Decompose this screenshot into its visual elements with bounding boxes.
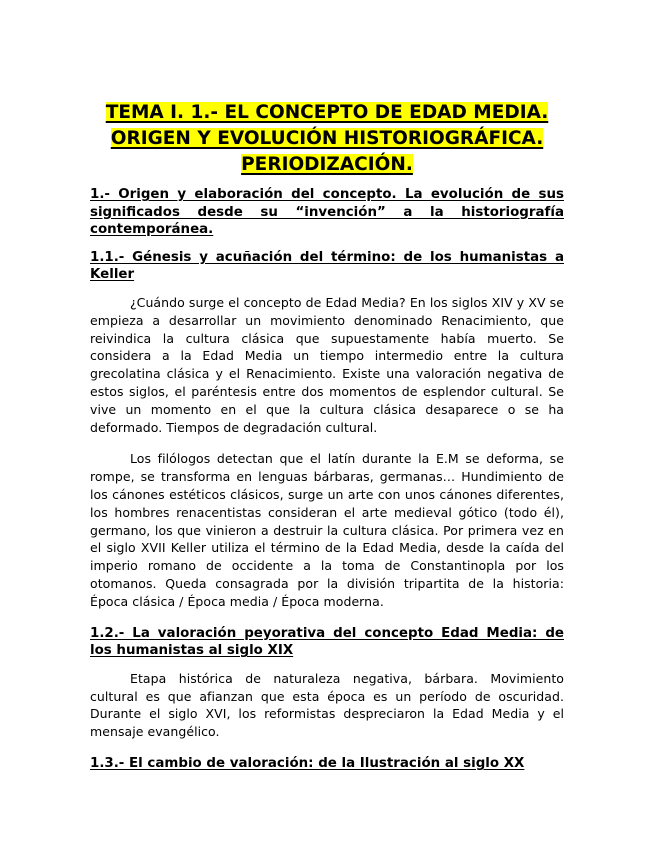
section-1-2-heading: 1.2.- La valoración peyorativa del concepto Edad Media: de los humanistas al siglo XIX [90, 625, 564, 659]
document-title [90, 100, 564, 178]
title-line-1: TEMA I. 1.- EL CONCEPTO DE EDAD MEDIA. [105, 102, 549, 123]
section-1-1-heading: 1.1.- Génesis y acuñación del término: de los humanistas a Keller [90, 249, 564, 283]
title-line-2: ORIGEN Y EVOLUCIÓN HISTORIOGRÁFICA. [110, 128, 544, 149]
section-1-2-paragraph-1: Etapa histórica de naturaleza negativa, bárbara. Movimiento cultural es que afianzan que esta época es un período de oscuridad. Durante el siglo XVI, los reformistas despreciaron la Edad Media y el mensaje evangélico. [90, 670, 564, 740]
document-page [90, 100, 564, 784]
section-1-1-paragraph-1: ¿Cuándo surge el concepto de Edad Media? En los siglos XIV y XV se empieza a desarrollar un movimiento denominado Renacimiento, que reivindica la cultura clásica que supuestamente había muerto. Se considera a la Edad Media un tiempo intermedio entre la cultura grecolatina clásica y el Renacimiento. Existe una valoración negativa de estos siglos, el paréntesis entre dos momentos de esplendor cultural. Se vive un momento en el que la cultura clásica desaparece o se ha deformado. Tiempos de degradación cultural. [90, 294, 564, 435]
section-1-1-paragraph-2: Los filólogos detectan que el latín durante la E.M se deforma, se rompe, se transforma en lenguas bárbaras, germanas… Hundimiento de los cánones estéticos clásicos, surge un arte con unos cánones diferentes, los hombres renacentistas consideran el arte medieval gótico (todo él), germano, los que vinieron a destruir la cultura clásica. Por primera vez en el siglo XVII Keller utiliza el término de la Edad Media, desde la caída del imperio romano de occidente a la toma de Constantinopla por los otomanos. Queda consagrada por la división tripartita de la historia: Época clásica / Época media / Época moderna. [90, 451, 564, 609]
section-1-heading: 1.- Origen y elaboración del concepto. La evolución de sus significados desde su “invención” a la historiografía contemporánea. [90, 187, 564, 238]
title-line-3: PERIODIZACIÓN. [241, 154, 413, 175]
section-1-3-heading: 1.3.- El cambio de valoración: de la Ilustración al siglo XX [90, 755, 525, 771]
